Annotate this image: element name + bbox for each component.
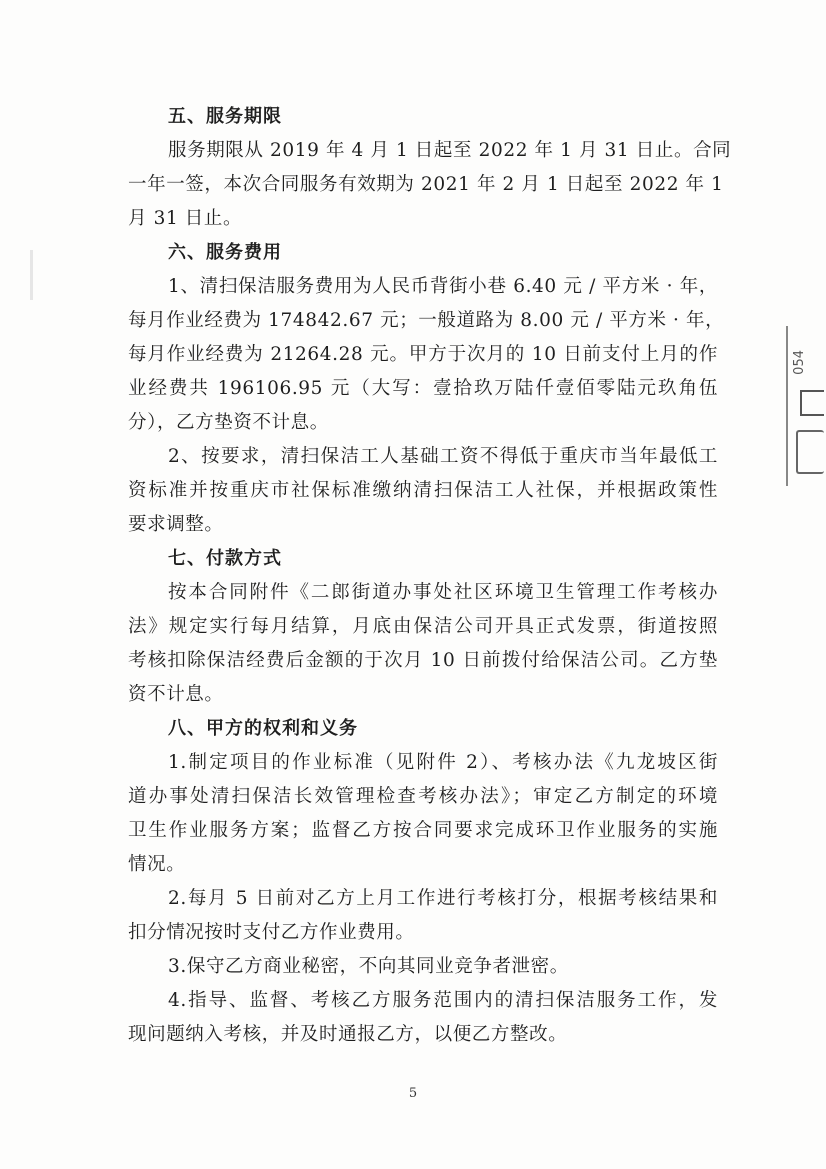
paragraph-line: 按本合同附件《二郎街道办事处社区环境卫生管理工作考核办 <box>168 582 718 603</box>
seal-stamp-text: 054 <box>792 350 807 375</box>
section-7-heading: 七、付款方式 <box>168 548 282 569</box>
paragraph-line: 要求调整。 <box>128 514 224 535</box>
paragraph-line: 考核扣除保洁经费后金额的于次月 10 日前拨付给保洁公司。乙方垫 <box>128 650 718 671</box>
paragraph-line: 业经费共 196106.95 元（大写：壹拾玖万陆仟壹佰零陆元玖角伍 <box>128 378 718 399</box>
section-6-heading: 六、服务费用 <box>168 242 282 263</box>
seal-stamp-mark <box>796 430 824 474</box>
paragraph-line: 道办事处清扫保洁长效管理检查考核办法》；审定乙方制定的环境 <box>128 786 718 807</box>
page-number: 5 <box>408 1086 418 1101</box>
paragraph-line: 每月作业经费为 21264.28 元。甲方于次月的 10 日前支付上月的作 <box>128 344 718 365</box>
paragraph-line: 资标准并按重庆市社保标准缴纳清扫保洁工人社保，并根据政策性 <box>128 480 718 501</box>
contract-text <box>128 100 732 1052</box>
paragraph-line: 法》规定实行每月结算，月底由保洁公司开具正式发票，街道按照 <box>128 616 718 637</box>
scan-edge-mark <box>30 250 33 300</box>
paragraph-line: 1、清扫保洁服务费用为人民币背街小巷 6.40 元 / 平方米 · 年， <box>168 276 718 297</box>
section-8-heading: 八、甲方的权利和义务 <box>168 718 358 739</box>
paragraph-line: 一年一签，本次合同服务有效期为 2021 年 2 月 1 日起至 2022 年 1 <box>128 174 724 195</box>
paragraph-line: 扣分情况按时支付乙方作业费用。 <box>128 922 415 943</box>
paragraph-line: 现问题纳入考核，并及时通报乙方，以便乙方整改。 <box>128 1024 568 1045</box>
paragraph-line: 月 31 日止。 <box>128 208 243 229</box>
paragraph-line: 情况。 <box>128 854 186 875</box>
paragraph-line: 每月作业经费为 174842.67 元；一般道路为 8.00 元 / 平方米 · 年， <box>128 310 725 331</box>
paragraph-line: 1.制定项目的作业标准（见附件 2）、考核办法《九龙坡区街 <box>168 752 718 773</box>
paragraph-line: 卫生作业服务方案；监督乙方按合同要求完成环卫作业服务的实施 <box>128 820 718 841</box>
paragraph-line: 2.每月 5 日前对乙方上月工作进行考核打分，根据考核结果和 <box>168 888 718 909</box>
paragraph-line: 服务期限从 2019 年 4 月 1 日起至 2022 年 1 月 31 日止。合同 <box>168 140 732 161</box>
seal-stamp-mark <box>800 390 824 416</box>
section-5-heading: 五、服务期限 <box>168 106 282 127</box>
paragraph-line: 2、按要求，清扫保洁工人基础工资不得低于重庆市当年最低工 <box>168 446 718 467</box>
paragraph-line: 3.保守乙方商业秘密，不向其同业竞争者泄密。 <box>168 956 569 977</box>
paragraph-line: 4.指导、监督、考核乙方服务范围内的清扫保洁服务工作，发 <box>168 990 718 1011</box>
paragraph-line: 资不计息。 <box>128 684 224 705</box>
paragraph-line: 分），乙方垫资不计息。 <box>128 412 329 433</box>
